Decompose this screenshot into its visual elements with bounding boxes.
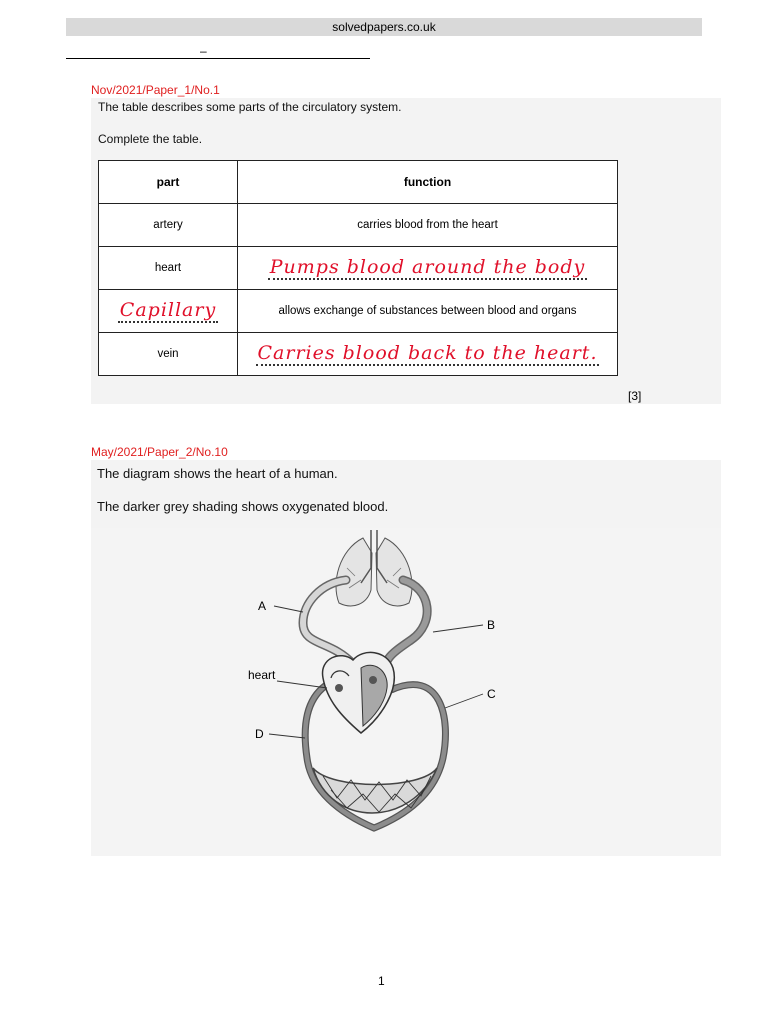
label-d: D [255, 727, 264, 741]
leader-b [433, 625, 483, 632]
heart-shape [323, 652, 395, 733]
label-heart: heart [248, 668, 276, 682]
leader-heart [277, 681, 327, 688]
header-part: part [99, 161, 238, 204]
table-row [99, 290, 618, 333]
title-mark: – [200, 44, 207, 58]
part-cell: artery [99, 204, 238, 247]
part-answer-cell [99, 290, 238, 333]
circulatory-table [98, 160, 618, 376]
question-2-line2: The darker grey shading shows oxygenated blood. [97, 499, 389, 514]
question-2-label: May/2021/Paper_2/No.10 [91, 445, 228, 459]
table-row [99, 247, 618, 290]
function-cell: allows exchange of substances between blood and organs [238, 290, 618, 333]
title-underline [66, 44, 370, 59]
table-header-row [99, 161, 618, 204]
table-row [99, 204, 618, 247]
lungs [336, 530, 412, 606]
circulation-diagram-svg [91, 528, 721, 856]
question-1-intro: The table describes some parts of the circulatory system. [98, 100, 402, 114]
question-2-line1: The diagram shows the heart of a human. [97, 466, 338, 481]
question-1-label: Nov/2021/Paper_1/No.1 [91, 83, 220, 97]
label-c: C [487, 687, 496, 701]
handwritten-answer: Capillary [119, 298, 217, 321]
leader-c [445, 694, 483, 708]
leader-a [274, 606, 303, 612]
question-1-instruction: Complete the table. [98, 132, 203, 146]
header-function: function [238, 161, 618, 204]
handwritten-answer: Carries blood back to the heart. [257, 341, 598, 364]
part-cell: vein [99, 333, 238, 376]
leader-d [269, 734, 305, 738]
marks-label: [3] [628, 389, 642, 403]
site-name: solvedpapers.co.uk [332, 20, 436, 34]
function-answer-cell [238, 333, 618, 376]
page-number: 1 [378, 974, 385, 988]
function-answer-cell [238, 247, 618, 290]
part-cell: heart [99, 247, 238, 290]
circulation-diagram [91, 528, 721, 856]
site-banner [66, 18, 702, 36]
function-cell: carries blood from the heart [238, 204, 618, 247]
handwritten-answer: Pumps blood around the body [269, 255, 586, 278]
label-b: B [487, 618, 496, 632]
table-row [99, 333, 618, 376]
label-a: A [258, 599, 267, 613]
